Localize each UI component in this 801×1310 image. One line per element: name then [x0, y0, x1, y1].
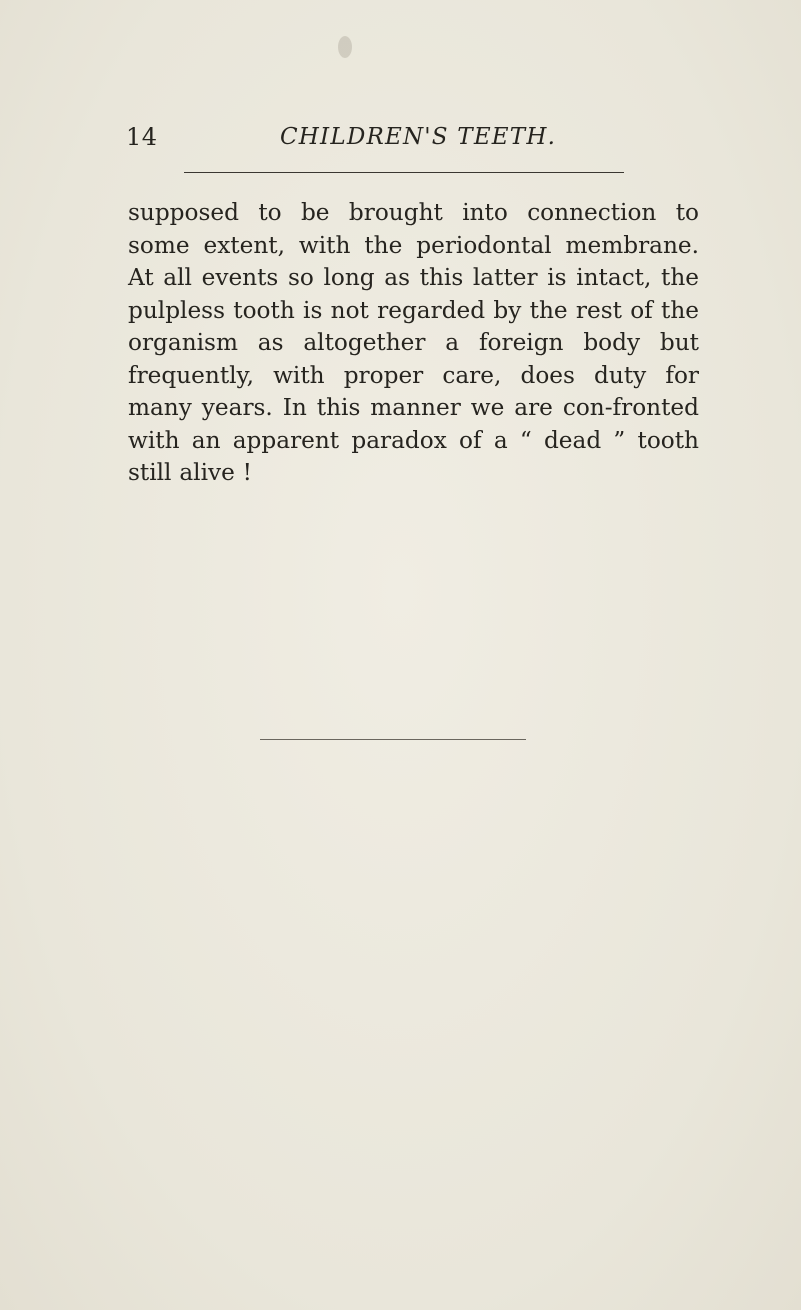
page-number: 14	[126, 123, 158, 151]
paper-smudge	[338, 36, 352, 58]
body-paragraph: supposed to be brought into connection to some extent, with the periodontal membrane. At all events so long as this latter is intact, the pulpless tooth is not regarded by the rest of the organism as altogether a foreign body but frequently, with proper care, does duty for many years. In this manner we are con-fronted with an apparent paradox of a “ dead ” tooth still alive !	[128, 199, 699, 486]
header-rule	[184, 172, 624, 173]
section-end-rule	[260, 739, 526, 740]
running-title: CHILDREN'S TEETH.	[280, 124, 557, 150]
